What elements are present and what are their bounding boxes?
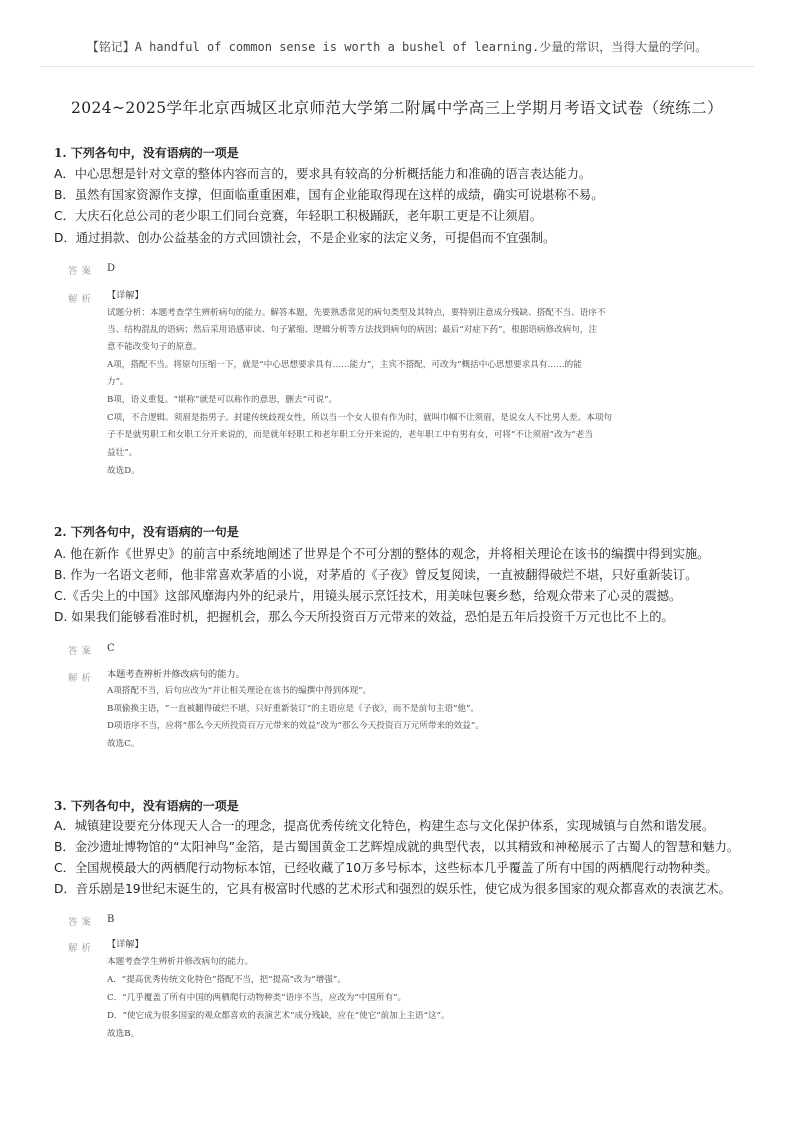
question-title: 3. 下列各句中，没有语病的一项是 xyxy=(54,799,239,813)
option-b: B．虽然有国家资源作支撑，但面临重重困难，国有企业能取得现在这样的成绩，确实可说堪称不易。 xyxy=(54,188,604,202)
answer-value: D xyxy=(107,263,116,274)
option-d: D. 如果我们能够看准时机，把握机会，那么今天所投资百万元带来的效益，恐怕是五年后投资千万元也比不上的。 xyxy=(54,610,674,624)
analysis-line: 本题考查学生辨析并修改病句的能力。 xyxy=(107,957,254,967)
option-d: D．音乐剧是19世纪末诞生的，它具有极富时代感的艺术形式和强烈的娱乐性，使它成为很多国家的观众都喜欢的表演艺术。 xyxy=(54,882,731,896)
analysis-line: 子不是就男职工和女职工分开来说的，而是就年轻职工和老年职工分开来说的，老年职工中有男有女，可将“不让须眉”改为“老当 xyxy=(107,430,593,440)
option-c: C.《舌尖上的中国》这部风靡海内外的纪录片，用镜头展示烹饪技术，用美味包裹乡愁，给观众带来了心灵的震撼。 xyxy=(54,589,682,603)
question-title: 1. 下列各句中，没有语病的一项是 xyxy=(54,146,239,160)
page-title: 2024~2025学年北京西城区北京师范大学第二附属中学高三上学期月考语文试卷（统练二） xyxy=(71,99,723,117)
analysis-line: 【详解】 xyxy=(107,939,144,950)
analysis-label: 解析 xyxy=(68,673,96,684)
analysis-line: 故选C。 xyxy=(107,739,140,749)
option-b: B．金沙遗址博物馆的“太阳神鸟”金箔，是古蜀国黄金工艺辉煌成就的典型代表，以其精致和神秘展示了古蜀人的智慧和魅力。 xyxy=(54,840,740,854)
answer-label: 答案 xyxy=(68,646,96,657)
analysis-line: D．“使它成为很多国家的观众都喜欢的表演艺术”成分残缺，应在“使它”前加上主语“这”。 xyxy=(107,1011,450,1021)
analysis-line: 试题分析：本题考查学生辨析病句的能力。解答本题，先要熟悉常见的病句类型及其特点，要特别注意成分残缺、搭配不当、语序不 xyxy=(107,308,606,318)
analysis-line: 故选B。 xyxy=(107,1029,140,1039)
analysis-line: 意不能改变句子的原意。 xyxy=(107,342,202,352)
answer-label: 答案 xyxy=(68,266,96,277)
option-d: D．通过捐款、创办公益基金的方式回馈社会，不是企业家的法定义务，可提倡而不宜强制。 xyxy=(54,231,556,245)
option-a: A．城镇建设要充分体现天人合一的理念，提高优秀传统文化特色，构建生态与文化保护体系，实现城镇与自然和谐发展。 xyxy=(54,819,715,833)
analysis-line: A项，搭配不当。将原句压缩一下，就是“中心思想要求具有……能力”，主宾不搭配，可改为“概括中心思想要求具有……的能 xyxy=(107,360,582,370)
option-b: B. 作为一名语文老师，他非常喜欢茅盾的小说，对茅盾的《子夜》曾反复阅读，一直被翻得破烂不堪，只好重新装订。 xyxy=(54,568,698,582)
answer-value: B xyxy=(107,914,115,925)
analysis-line: 当、结构混乱的语病；然后采用语感审读、句子紧缩、逻辑分析等方法找到病句的病因；最后“对症下药”，根据语病修改病句，注 xyxy=(107,325,598,335)
motto: 【铭记】A handful of common sense is worth a bushel of learning.少量的常识，当得大量的学问。 xyxy=(86,40,708,54)
option-c: C．大庆石化总公司的老少职工们同台竞赛，年轻职工积极踊跃，老年职工更是不让须眉。 xyxy=(54,209,543,223)
analysis-line: A项搭配不当，后句应改为“并让相关理论在该书的编撰中得到体现”。 xyxy=(107,686,372,696)
analysis-line: 故选D。 xyxy=(107,466,140,476)
analysis-label: 解析 xyxy=(68,294,96,305)
analysis-label: 解析 xyxy=(68,943,96,954)
analysis-line: B项偷换主语，“一直被翻得破烂不堪，只好重新装订”的主语应是《子夜》，而不是前句主语“他”。 xyxy=(107,704,479,714)
analysis-line: 益壮”。 xyxy=(107,448,138,458)
answer-label: 答案 xyxy=(68,917,96,928)
option-a: A. 他在新作《世界史》的前言中系统地阐述了世界是个不可分割的整体的观念，并将相关理论在该书的编撰中得到实施。 xyxy=(54,547,710,561)
option-c: C．全国规模最大的两栖爬行动物标本馆，已经收藏了10万多号标本，这些标本几乎覆盖了所有中国的两栖爬行动物种类。 xyxy=(54,861,718,875)
analysis-line: C．“几乎覆盖了所有中国的两栖爬行动物种类”语序不当，应改为“中国所有”。 xyxy=(107,993,407,1003)
analysis-line: 力”。 xyxy=(107,377,129,387)
analysis-line: A．“提高优秀传统文化特色”搭配不当，把“提高”改为“增强”。 xyxy=(107,975,346,985)
analysis-line: 本题考查辨析并修改病句的能力。 xyxy=(107,669,245,680)
option-a: A．中心思想是针对文章的整体内容而言的，要求具有较高的分析概括能力和准确的语言表达能力。 xyxy=(54,167,592,181)
analysis-line: B项，语义重复。“堪称”就是可以称作的意思，删去“可说”。 xyxy=(107,395,338,405)
answer-value: C xyxy=(107,643,115,654)
question-title: 2. 下列各句中，没有语病的一句是 xyxy=(54,525,239,539)
analysis-line: D项语序不当，应将“那么今天所投资百万元带来的效益”改为“那么今天投资百万元所带来的效益”。 xyxy=(107,721,484,731)
header-divider xyxy=(40,66,754,67)
analysis-line: C项，不合逻辑。须眉是指男子。封建传统歧视女性，所以当一个女人很有作为时，就叫巾帼不让须眉，是说女人不比男人差。本项句 xyxy=(107,413,613,423)
analysis-line: 【详解】 xyxy=(107,290,144,301)
